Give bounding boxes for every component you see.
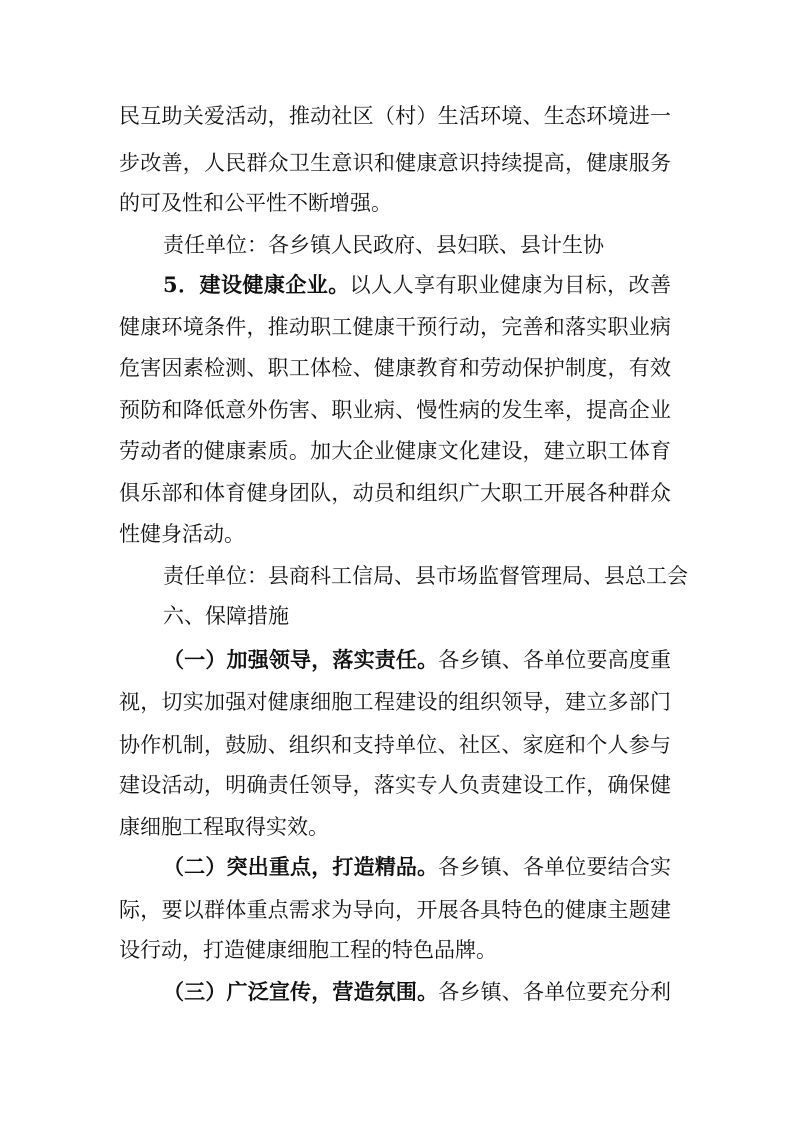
paragraph-line: 协作机制，鼓励、组织和支持单位、社区、家庭和个人参与 (119, 733, 671, 757)
measure-3-first-line (163, 975, 671, 1009)
measure-1-title: （一）加强领导，落实责任。 (163, 647, 439, 672)
paragraph-line: 危害因素检测、职工体检、健康教育和劳动保护制度，有效 (119, 356, 671, 380)
item-5-first-line (163, 268, 671, 302)
measure-3-text: 各乡镇、各单位要充分利 (438, 980, 672, 1004)
paragraph-line: 设行动，打造健康细胞工程的特色品牌。 (119, 938, 497, 962)
paragraph-line: 预防和降低意外伤害、职业病、慢性病的发生率，提高企业 (119, 398, 671, 422)
section-heading: 六、保障措施 (163, 604, 289, 628)
paragraph-line: 俱乐部和体育健身团队，动员和组织广大职工开展各种群众 (119, 481, 671, 505)
paragraph-line: 民互助关爱活动，推动社区（村）生活环境、生态环境进一 (119, 104, 671, 128)
paragraph-line: 的可及性和公平性不断增强。 (119, 191, 392, 215)
measure-1-first-line (163, 643, 671, 677)
paragraph-line: 建设活动，明确责任领导，落实专人负责建设工作，确保健 (119, 773, 671, 797)
paragraph-line: 劳动者的健康素质。加大企业健康文化建设，建立职工体育 (119, 439, 671, 463)
paragraph-line: 步改善，人民群众卫生意识和健康意识持续提高，健康服务 (119, 151, 671, 175)
item-5-text: 以人人享有职业健康为目标，改善 (349, 273, 671, 297)
paragraph-line: 康细胞工程取得实效。 (119, 815, 329, 839)
measure-2-text: 各乡镇、各单位要结合实 (438, 855, 672, 879)
measure-1-text: 各乡镇、各单位要高度重 (438, 648, 672, 672)
item-5-title: 5．建设健康企业。 (163, 272, 350, 297)
responsibility-line: 责任单位：各乡镇人民政府、县妇联、县计生协 (163, 233, 604, 257)
measure-2-first-line (163, 850, 671, 884)
responsibility-line: 责任单位：县商科工信局、县市场监督管理局、县总工会 (163, 564, 688, 588)
paragraph-line: 性健身活动。 (119, 522, 245, 546)
paragraph-line: 视，切实加强对健康细胞工程建设的组织领导，建立多部门 (119, 690, 671, 714)
measure-3-title: （三）广泛宣传，营造氛围。 (163, 979, 439, 1004)
paragraph-line: 健康环境条件，推动职工健康干预行动，完善和落实职业病 (119, 315, 671, 339)
measure-2-title: （二）突出重点，打造精品。 (163, 854, 439, 879)
paragraph-line: 际，要以群体重点需求为导向，开展各具特色的健康主题建 (119, 898, 671, 922)
